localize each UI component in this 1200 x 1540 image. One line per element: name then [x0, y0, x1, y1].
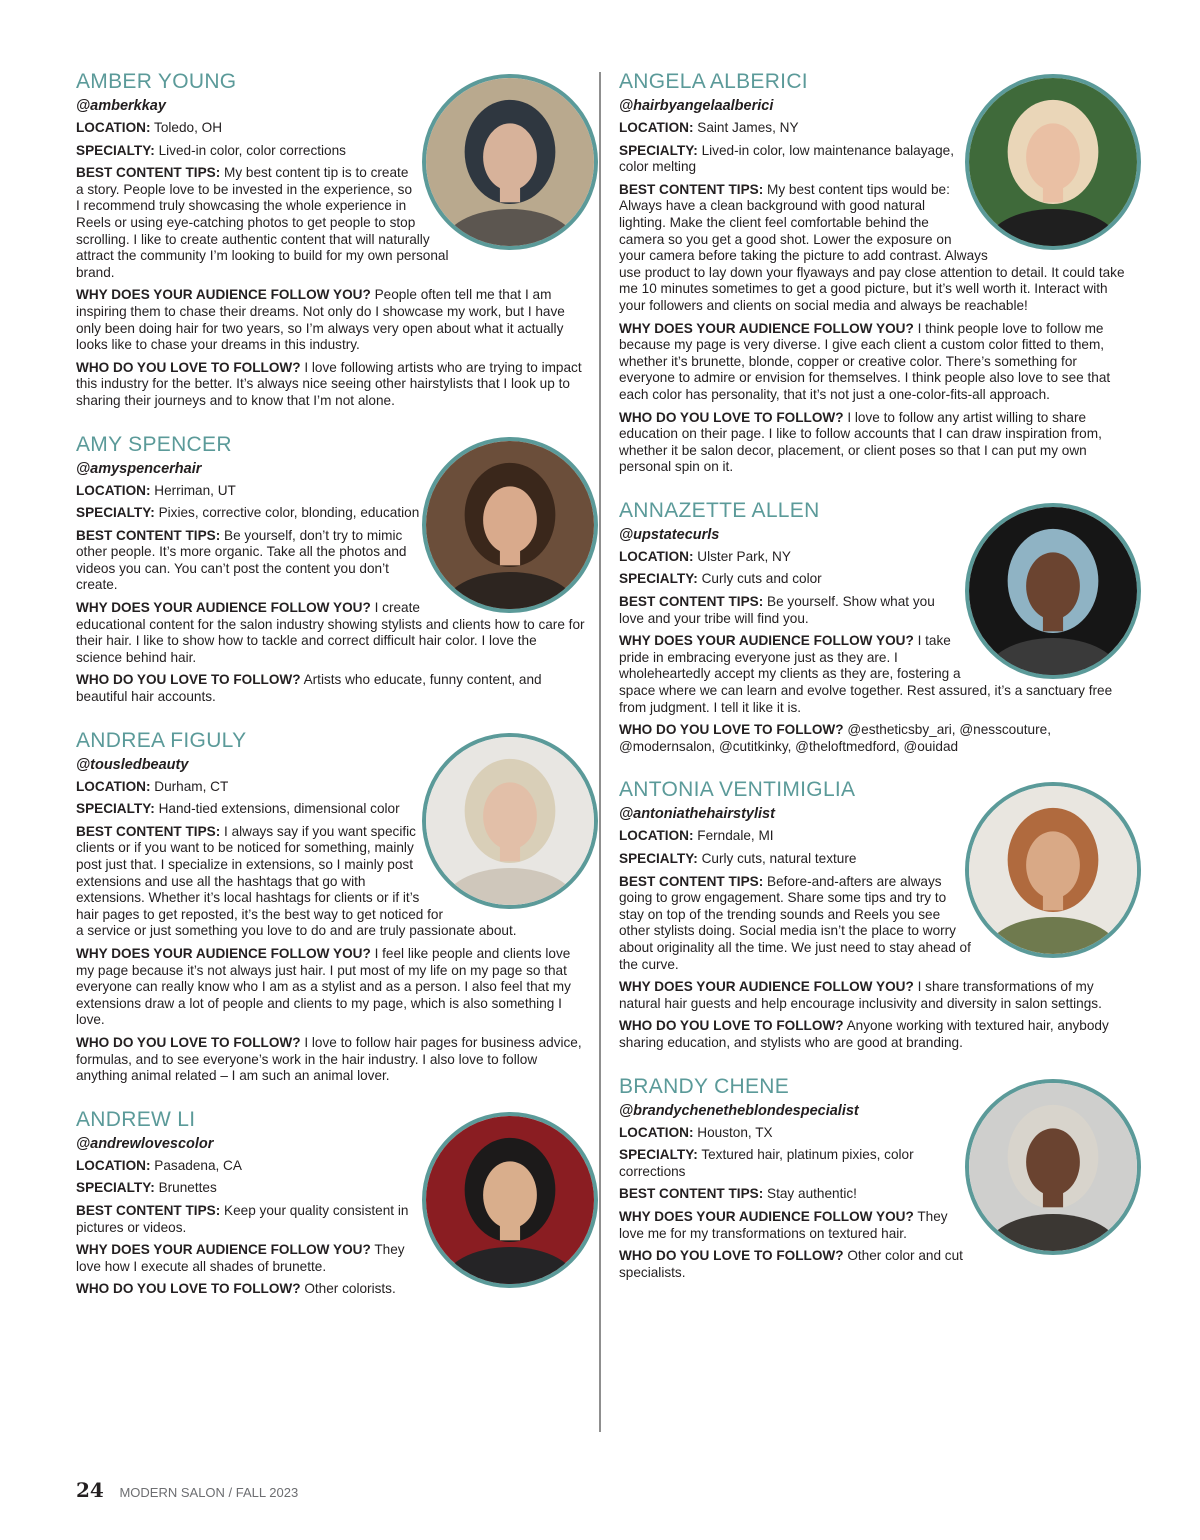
- field-label: WHO DO YOU LOVE TO FOLLOW?: [619, 1018, 844, 1034]
- field-label: WHO DO YOU LOVE TO FOLLOW?: [76, 672, 301, 688]
- field-label: BEST CONTENT TIPS:: [619, 594, 764, 610]
- field-label: LOCATION:: [76, 482, 151, 498]
- follow-field: [619, 722, 1129, 755]
- portrait-photo: [965, 74, 1141, 250]
- field-value: Pixies, corrective color, blonding, education: [158, 505, 420, 521]
- instagram-handle: @hairbyangelaalberici: [619, 98, 774, 114]
- audience-field: [619, 321, 1129, 404]
- follow-field: [619, 410, 1129, 476]
- field-label: WHO DO YOU LOVE TO FOLLOW?: [619, 409, 844, 425]
- person-name: ANTONIA VENTIMIGLIA: [619, 778, 856, 802]
- field-value: Houston, TX: [697, 1124, 773, 1140]
- field-label: SPECIALTY:: [619, 851, 698, 866]
- portrait-illustration: [969, 786, 1137, 954]
- field-value: Brunettes: [158, 1180, 217, 1196]
- field-label: WHO DO YOU LOVE TO FOLLOW?: [76, 1034, 301, 1050]
- portrait-illustration: [969, 507, 1137, 675]
- field-label: WHY DOES YOUR AUDIENCE FOLLOW YOU?: [76, 600, 371, 616]
- page-number: 24: [76, 1478, 104, 1502]
- field-value: I love to follow hair pages for business advice, formulas, and to see everyone’s work in the hair industry. I also love to follow anything animal related – I am such an animal lover.: [76, 1034, 582, 1084]
- profile-entry: [619, 1075, 1129, 1282]
- publication-name: MODERN SALON / FALL 2023: [119, 1485, 299, 1500]
- follow-field: [76, 672, 586, 705]
- field-label: LOCATION:: [619, 1124, 694, 1140]
- portrait-face: [483, 486, 537, 553]
- profile-entry: [619, 70, 1129, 476]
- field-label: SPECIALTY:: [76, 505, 155, 521]
- profile-entry: [619, 778, 1129, 1051]
- field-value: Ulster Park, NY: [697, 548, 791, 564]
- field-label: WHY DOES YOUR AUDIENCE FOLLOW YOU?: [619, 1208, 914, 1224]
- field-value: Be yourself, don’t try to mimic other people. It’s more organic. Take all the photos and videos you can. You can’t post the content you don’t create.: [76, 527, 407, 593]
- field-label: WHY DOES YOUR AUDIENCE FOLLOW YOU?: [619, 979, 914, 995]
- field-label: BEST CONTENT TIPS:: [619, 873, 764, 889]
- instagram-handle: @upstatecurls: [619, 526, 720, 543]
- instagram-handle: @brandychenetheblondespecialist: [619, 1102, 859, 1119]
- field-value: I always say if you want specific clients or if you want to be noticed for something, mainly post just that. I specialize in extensions, so I mainly post extensions and use all the hashtags that go with extensions. Whether it’s local hashtags for clients or if it’s hair pages to get reposted, it’s the best way to get noticed for a service or just something you love to do and are truly passionate about.: [76, 823, 517, 939]
- field-label: WHY DOES YOUR AUDIENCE FOLLOW YOU?: [76, 287, 371, 303]
- field-value: Hand-tied extensions, dimensional color: [158, 801, 400, 817]
- field-label: BEST CONTENT TIPS:: [76, 165, 221, 181]
- field-value: Textured hair, platinum pixies, color corrections: [619, 1147, 914, 1179]
- portrait-photo: [422, 733, 598, 909]
- portrait-face: [483, 1161, 537, 1228]
- field-value: They love how I execute all shades of brunette.: [76, 1242, 405, 1274]
- portrait-photo: [422, 1112, 598, 1288]
- field-label: BEST CONTENT TIPS:: [76, 527, 221, 543]
- field-value: Lived-in color, color corrections: [158, 142, 346, 158]
- field-value: My best content tips would be: Always have a clean background with good natural lighting. Make the client feel comfortable behind the camera so you get a good shot. Lower the exposure on your camera before taking the picture to add contrast. Always use product to lay down your flyaways and pay close attention to detail. It could take me 10 minutes sometimes to get a good picture, but it’s well worth it. Interact with your followers and clients on social media and always be reachable!: [619, 181, 1125, 313]
- field-value: I love to follow any artist willing to share education on their page. I like to follow accounts that I can draw inspiration from, whether it be salon decor, placement, or client poses so that I can put my own personal spin on it.: [619, 409, 1102, 475]
- field-label: LOCATION:: [76, 778, 151, 794]
- portrait-illustration: [426, 78, 594, 246]
- field-value: I think people love to follow me because my page is very diverse. I give each client a custom color fitted to them, whether it’s brunette, blonde, copper or creative color. There’s something for everyone to admire or envision for themselves. I think people also love to see that each color has personality, that it’s not just a one-color-fits-all approach.: [619, 320, 1111, 402]
- field-value: Be yourself. Show what you love and your tribe will find you.: [619, 594, 935, 626]
- profile-entry: [619, 499, 1129, 756]
- right-column: [619, 70, 1129, 1304]
- person-name: BRANDY CHENE: [619, 1074, 790, 1098]
- profile-entry: [76, 1108, 586, 1298]
- portrait-face: [483, 123, 537, 190]
- portrait-face: [1026, 1128, 1080, 1195]
- field-value: Curly cuts and color: [701, 571, 822, 587]
- field-label: WHO DO YOU LOVE TO FOLLOW?: [76, 359, 301, 375]
- field-value: I feel like people and clients love my page because it’s not always just hair. I put most of my life on my page so that everyone can really know who I am as a stylist and as a person. I also feel that my extensions draw a lot of people and clients to my page, which is also something I love.: [76, 945, 571, 1028]
- field-label: LOCATION:: [619, 548, 694, 564]
- field-value: Artists who educate, funny content, and beautiful hair accounts.: [76, 672, 542, 705]
- field-label: BEST CONTENT TIPS:: [76, 823, 221, 839]
- person-name: AMY SPENCER: [76, 432, 232, 456]
- field-value: Keep your quality consistent in pictures or videos.: [76, 1202, 409, 1235]
- left-column: [76, 70, 586, 1321]
- portrait-photo: [965, 782, 1141, 958]
- field-label: WHY DOES YOUR AUDIENCE FOLLOW YOU?: [76, 1242, 371, 1258]
- field-value: Toledo, OH: [154, 120, 223, 135]
- field-value: I love following artists who are trying to impact this industry for the better. It’s always nice seeing other hairstylists that I look up to sharing their journeys and to know that I’m not alone.: [76, 359, 582, 408]
- field-value: Other color and cut specialists.: [619, 1248, 963, 1280]
- portrait-face: [1026, 832, 1080, 899]
- page-footer: [76, 1478, 298, 1502]
- field-label: WHO DO YOU LOVE TO FOLLOW?: [619, 722, 844, 738]
- profile-entry: [76, 70, 586, 410]
- field-value: I share transformations of my natural hair guests and help encourage inclusivity and diversity in salon settings.: [619, 979, 1102, 1011]
- portrait-photo: [422, 74, 598, 250]
- field-label: WHY DOES YOUR AUDIENCE FOLLOW YOU?: [619, 320, 914, 336]
- field-value: I take pride in embracing everyone just as they are. I wholeheartedly accept my clients as they are, fostering a space where we can learn and evolve together. Rest assured, it’s a sanctuary free from judgment. I tell it like it is.: [619, 633, 1113, 715]
- field-label: LOCATION:: [76, 1157, 151, 1173]
- instagram-handle: @antoniathehairstylist: [619, 806, 775, 823]
- field-label: WHO DO YOU LOVE TO FOLLOW?: [619, 1248, 844, 1264]
- field-value: People often tell me that I am inspiring them to chase their dreams. Not only do I showcase my work, but I have only been doing hair for two years, so I’m always very open about what it actually looks like to chase your dreams in this industry.: [76, 287, 565, 353]
- field-label: BEST CONTENT TIPS:: [76, 1202, 221, 1218]
- profile-entry: [76, 729, 586, 1085]
- field-value: Pasadena, CA: [154, 1157, 242, 1173]
- field-value: They love me for my transformations on textured hair.: [619, 1208, 948, 1241]
- field-value: Curly cuts, natural texture: [701, 851, 857, 866]
- field-label: SPECIALTY:: [76, 1180, 155, 1196]
- portrait-photo: [965, 1079, 1141, 1255]
- follow-field: [76, 360, 586, 410]
- instagram-handle: @amberkkay: [76, 98, 166, 114]
- field-value: Durham, CT: [154, 778, 229, 794]
- person-name: ANGELA ALBERICI: [619, 70, 808, 93]
- portrait-photo: [965, 503, 1141, 679]
- field-value: Before-and-afters are always going to grow engagement. Share some tips and try to stay on top of the trending sounds and Reels you see other stylists doing. Social media isn’t the place to worry about originality all the time. We just need to stay ahead of the curve.: [619, 873, 971, 972]
- portrait-illustration: [969, 1083, 1137, 1251]
- field-value: Stay authentic!: [767, 1186, 857, 1202]
- field-value: Anyone working with textured hair, anybody sharing education, and stylists who are good at branding.: [619, 1018, 1109, 1050]
- person-name: ANDREW LI: [76, 1107, 196, 1131]
- follow-field: [76, 1035, 586, 1085]
- instagram-handle: @tousledbeauty: [76, 756, 189, 773]
- portrait-illustration: [969, 78, 1137, 246]
- portrait-face: [1026, 552, 1080, 619]
- portrait-face: [483, 782, 537, 849]
- field-label: WHY DOES YOUR AUDIENCE FOLLOW YOU?: [619, 633, 914, 649]
- column-divider: [599, 72, 601, 1432]
- field-value: Ferndale, MI: [697, 828, 774, 844]
- portrait-photo: [422, 437, 598, 613]
- audience-field: [76, 287, 586, 353]
- field-label: LOCATION:: [619, 828, 694, 844]
- field-label: SPECIALTY:: [619, 571, 698, 587]
- portrait-illustration: [426, 737, 594, 905]
- person-name: ANNAZETTE ALLEN: [619, 498, 820, 522]
- portrait-illustration: [426, 1116, 594, 1284]
- field-value: I create educational content for the salon industry showing stylists and clients how to care for their hair. I like to show how to tackle and correct difficult hair color. I love the science behind hair.: [76, 600, 585, 665]
- field-label: BEST CONTENT TIPS:: [619, 181, 764, 197]
- instagram-handle: @amyspencerhair: [76, 460, 202, 477]
- field-value: Saint James, NY: [697, 120, 799, 135]
- field-label: LOCATION:: [76, 120, 151, 135]
- field-label: SPECIALTY:: [76, 142, 155, 158]
- profile-entry: [76, 433, 586, 706]
- portrait-face: [1026, 123, 1080, 190]
- audience-field: [619, 979, 1129, 1012]
- person-name: ANDREA FIGULY: [76, 728, 247, 752]
- field-value: Other colorists.: [304, 1281, 396, 1297]
- instagram-handle: @andrewlovescolor: [76, 1135, 214, 1152]
- field-label: SPECIALTY:: [619, 142, 698, 158]
- audience-field: [76, 946, 586, 1029]
- field-label: BEST CONTENT TIPS:: [619, 1186, 764, 1202]
- field-label: LOCATION:: [619, 120, 694, 135]
- field-label: WHY DOES YOUR AUDIENCE FOLLOW YOU?: [76, 945, 371, 961]
- field-value: My best content tip is to create a story. People love to be invested in the experience, so I recommend truly showcasing the whole experience in Reels or using eye-catching photos to get people to stop scrolling. I like to create authentic content that will naturally attract the community I’m looking to build for my own personal brand.: [76, 165, 449, 280]
- person-name: AMBER YOUNG: [76, 70, 237, 93]
- portrait-illustration: [426, 441, 594, 609]
- field-label: WHO DO YOU LOVE TO FOLLOW?: [76, 1281, 301, 1297]
- field-value: Herriman, UT: [154, 482, 236, 498]
- field-label: SPECIALTY:: [619, 1147, 698, 1163]
- field-value: Lived-in color, low maintenance balayage, color melting: [619, 142, 954, 175]
- field-value: @estheticsby_ari, @nesscouture, @modernsalon, @cutitkinky, @theloftmedford, @ouidad: [619, 722, 1051, 754]
- field-label: SPECIALTY:: [76, 801, 155, 817]
- follow-field: [619, 1018, 1129, 1051]
